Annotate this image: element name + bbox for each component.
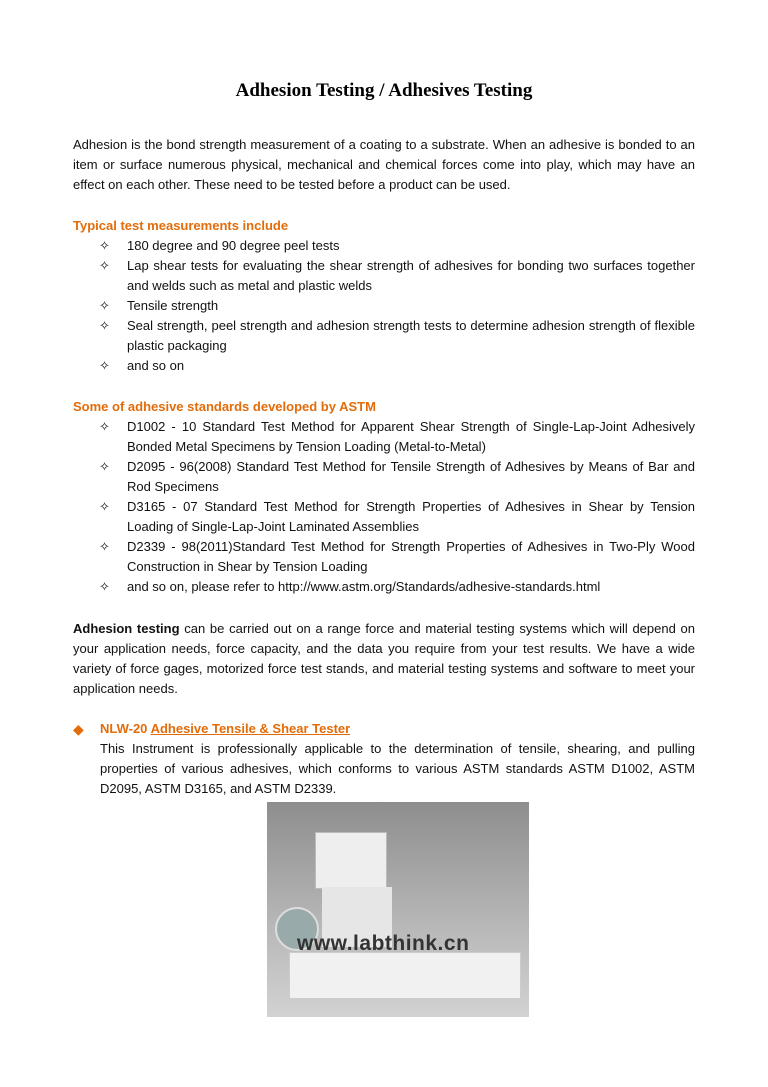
testing-paragraph: [73, 619, 695, 699]
star-bullet-icon: ✧: [99, 318, 110, 333]
product-description: This Instrument is professionally applicable to the determination of tensile, shearing, and pulling properties of various adhesives, which conforms to various ASTM standards ASTM D1002, ASTM D2095, ASTM D3165, and ASTM D2339.: [100, 741, 695, 796]
list-item: [73, 417, 695, 457]
testing-text: can be carried out on a range force and material testing systems which will depend on your application needs, force capacity, and the data you require from your test results. We have a wide variety of force gages, motorized force test stands, and material testing systems and software to meet your application needs.: [73, 621, 695, 696]
star-bullet-icon: ✧: [99, 358, 110, 373]
list-item: [73, 497, 695, 537]
list-item-text: Lap shear tests for evaluating the shear strength of adhesives for bonding two surfaces together and welds such as metal and plastic welds: [127, 258, 695, 293]
list-item: [73, 256, 695, 296]
diamond-bullet-icon: ◆: [73, 721, 84, 737]
watermark: www.labthink.cn: [297, 932, 470, 955]
product-model: NLW-20: [100, 721, 148, 736]
measurements-list: [73, 236, 695, 376]
list-item-text: D2095 - 96(2008) Standard Test Method for Tensile Strength of Adhesives by Means of Bar and Rod Specimens: [127, 459, 695, 494]
intro-paragraph: Adhesion is the bond strength measurement of a coating to a substrate. When an adhesive is bonded to an item or surface numerous physical, mechanical and chemical forces come into play, which may have an effect on each other. These need to be tested before a product can be used.: [73, 137, 695, 192]
star-bullet-icon: ✧: [99, 238, 110, 253]
star-bullet-icon: ✧: [99, 419, 110, 434]
star-bullet-icon: ✧: [99, 579, 110, 594]
list-item-text: 180 degree and 90 degree peel tests: [127, 238, 340, 253]
list-item-text: D1002 - 10 Standard Test Method for Apparent Shear Strength of Single-Lap-Joint Adhesively Bonded Metal Specimens by Tension Loading (Metal-to-Metal): [127, 419, 695, 454]
list-item: [73, 457, 695, 497]
star-bullet-icon: ✧: [99, 298, 110, 313]
list-item: [73, 236, 695, 256]
product-link[interactable]: Adhesive Tensile & Shear Tester: [150, 721, 351, 736]
list-item-text: D3165 - 07 Standard Test Method for Strength Properties of Adhesives in Shear by Tension Loading of Single-Lap-Joint Laminated Assemblies: [127, 499, 695, 534]
standards-heading: Some of adhesive standards developed by ASTM: [73, 399, 376, 414]
list-item: [73, 537, 695, 577]
measurements-heading: Typical test measurements include: [73, 218, 289, 233]
product-title: [100, 719, 695, 739]
star-bullet-icon: ✧: [99, 539, 110, 554]
product-photo: [267, 802, 529, 1017]
list-item: [73, 577, 695, 597]
list-item: [73, 296, 695, 316]
list-item-text: and so on, please refer to http://www.astm.org/Standards/adhesive-standards.html: [127, 579, 601, 594]
list-item-text: Tensile strength: [127, 298, 219, 313]
standards-list: [73, 417, 695, 597]
product-section: [73, 719, 695, 799]
star-bullet-icon: ✧: [99, 459, 110, 474]
standards-section: [73, 397, 695, 597]
measurements-section: [73, 216, 695, 376]
list-item: [73, 316, 695, 356]
list-item-text: and so on: [127, 358, 185, 373]
machine-base: [289, 952, 521, 999]
control-panel: [315, 832, 387, 889]
testing-bold: Adhesion testing: [73, 621, 180, 636]
list-item-text: Seal strength, peel strength and adhesion strength tests to determine adhesion strength of flexible plastic packaging: [127, 318, 695, 353]
list-item: [73, 356, 695, 376]
star-bullet-icon: ✧: [99, 258, 110, 273]
star-bullet-icon: ✧: [99, 499, 110, 514]
page-title: Adhesion Testing / Adhesives Testing: [235, 80, 533, 101]
list-item-text: D2339 - 98(2011)Standard Test Method for Strength Properties of Adhesives in Two-Ply Wood Construction in Shear by Tension Loading: [127, 539, 695, 574]
